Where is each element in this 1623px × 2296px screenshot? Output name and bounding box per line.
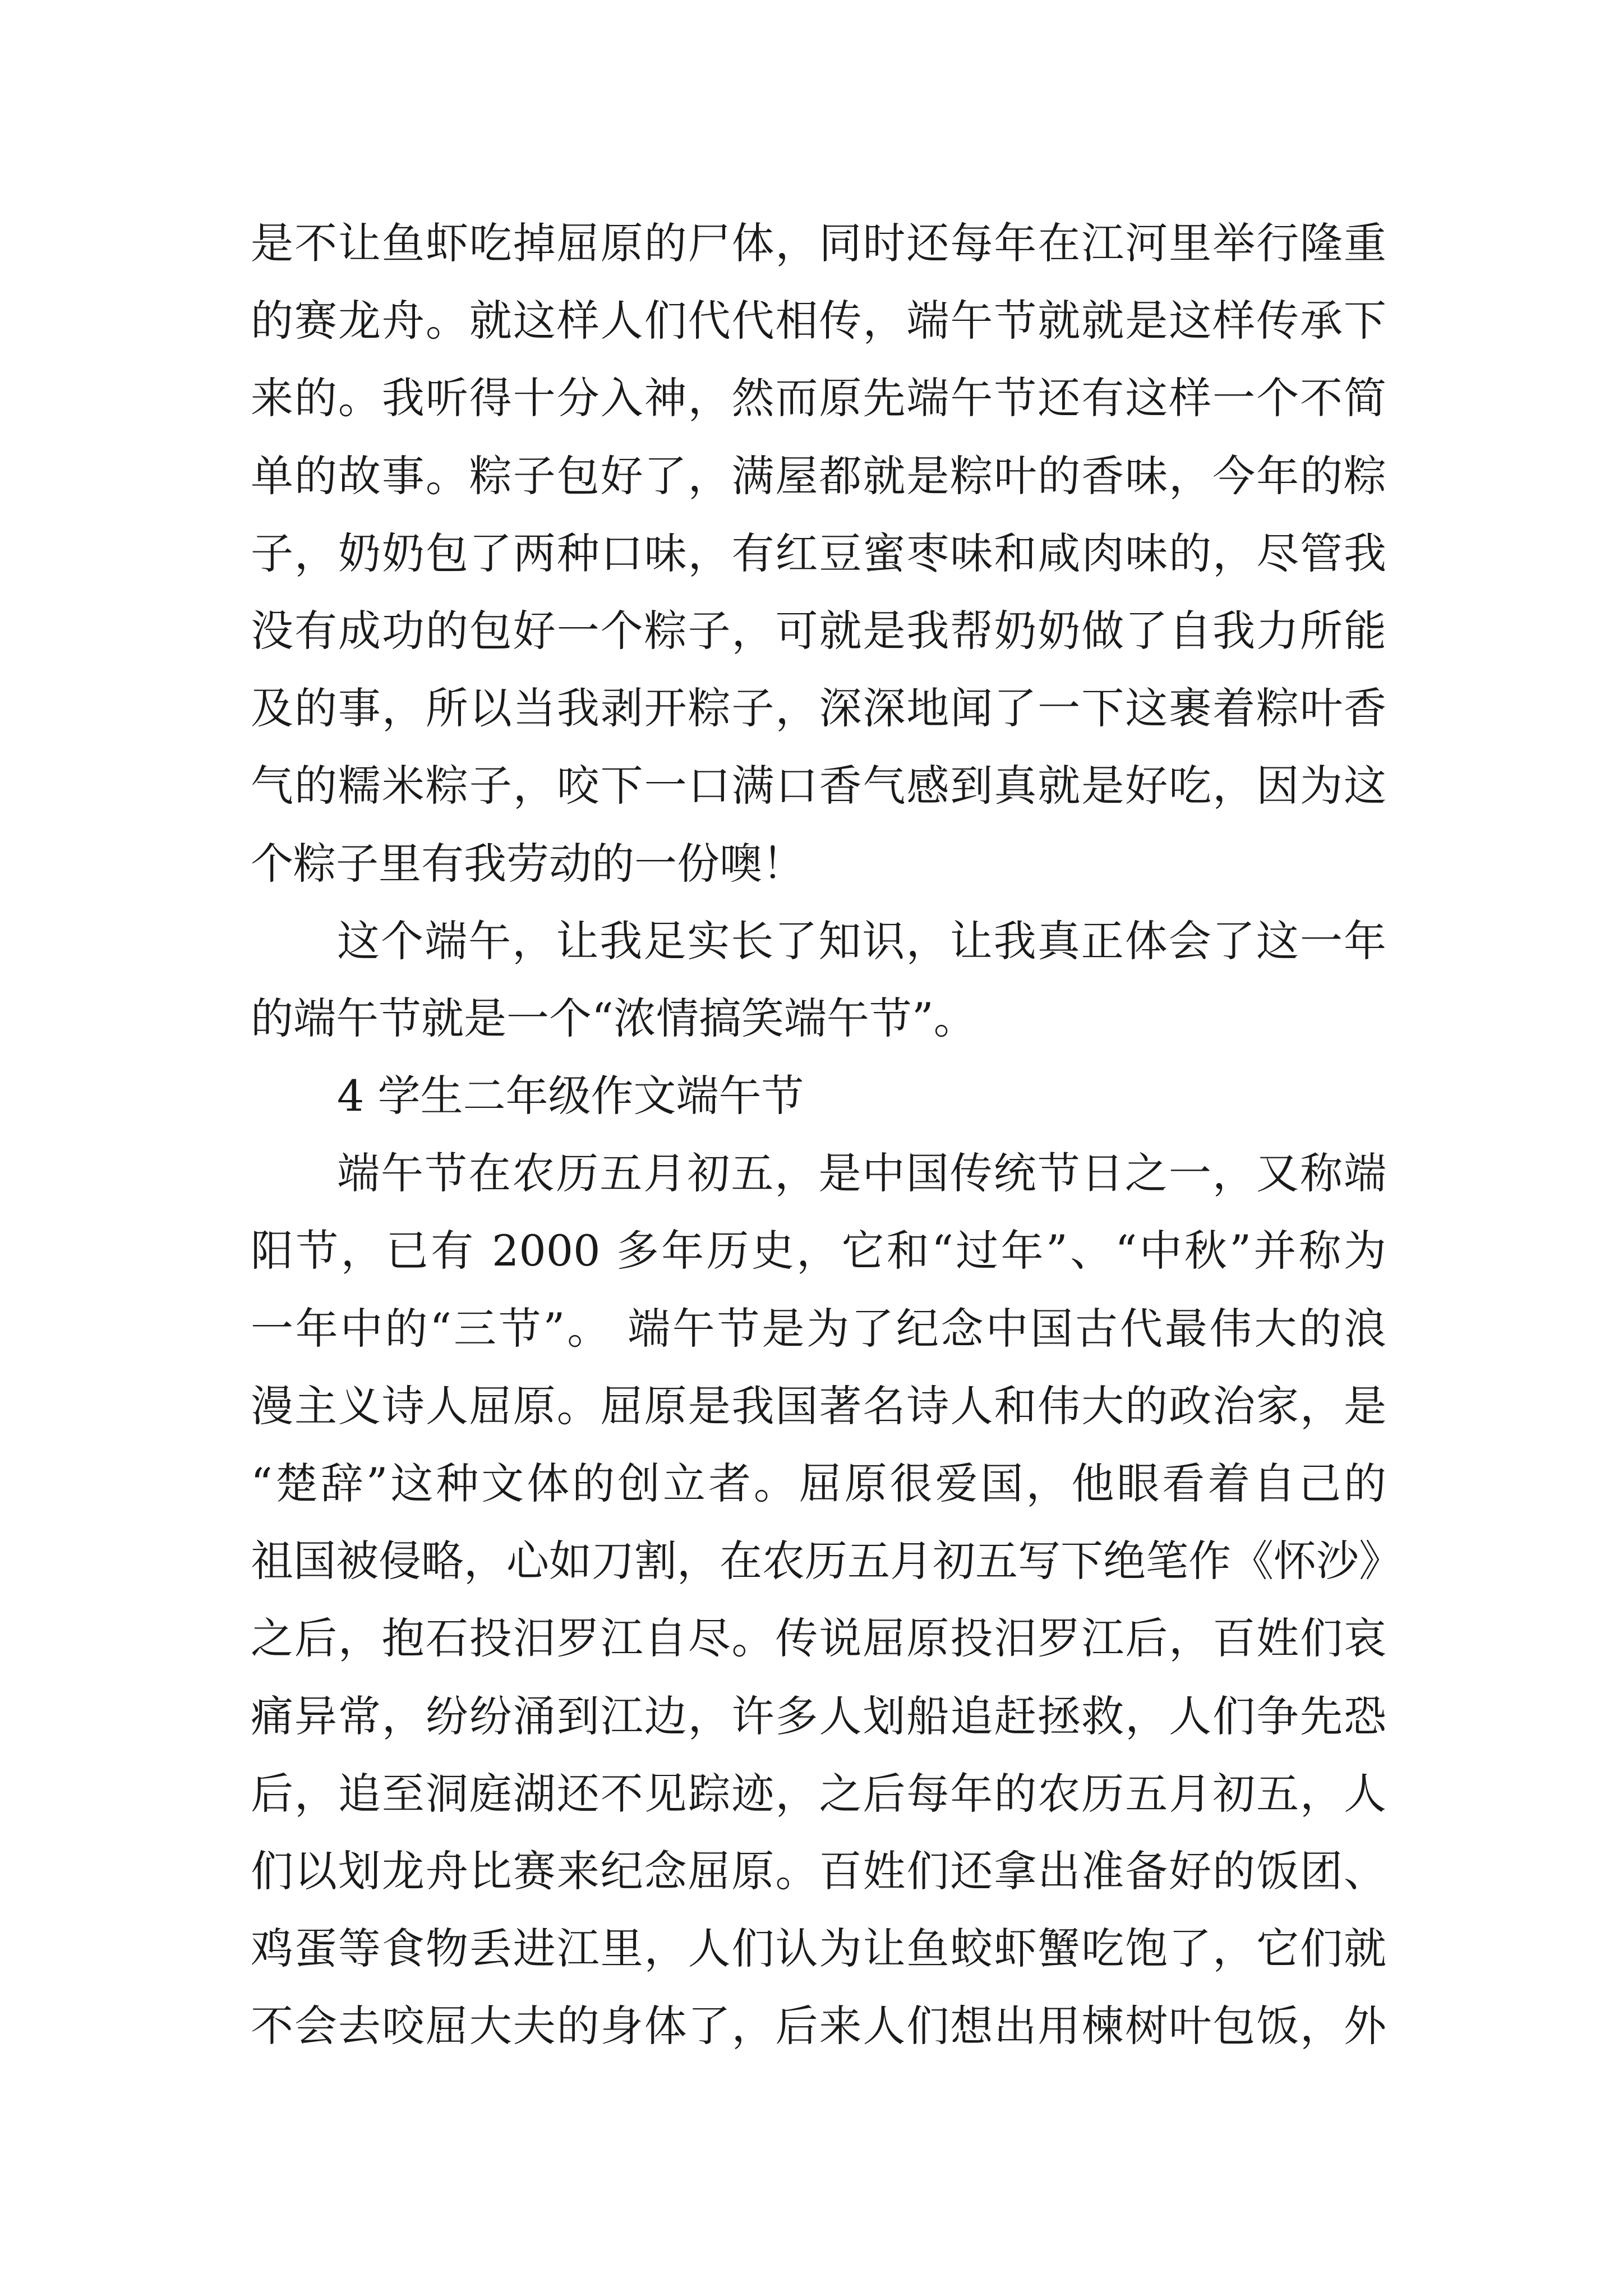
- text-line: 没有成功的包好一个粽子，可就是我帮奶奶做了自我力所能: [251, 605, 1386, 656]
- text-line: 鸡蛋等食物丢进江里，人们认为让鱼蛟虾蟹吃饱了，它们就: [251, 1924, 1386, 1974]
- paragraph-first-line: 端午节在农历五月初五，是中国传统节日之一，又称端: [337, 1148, 1386, 1199]
- text-line: 及的事，所以当我剥开粽子，深深地闻了一下这裹着粽叶香: [251, 683, 1386, 734]
- text-line: 阳节，已有 2000 多年历史，它和“过年”、“中秋”并称为: [251, 1226, 1386, 1276]
- text-line: 们以划龙舟比赛来纪念屈原。百姓们还拿出准备好的饭团、: [251, 1846, 1386, 1896]
- text-line: 是不让鱼虾吃掉屈原的尸体，同时还每年在江河里举行隆重: [251, 218, 1386, 268]
- text-line: “楚辞”这种文体的创立者。屈原很爱国，他眼看着自己的: [251, 1458, 1386, 1508]
- text-line: 不会去咬屈大夫的身体了，后来人们想出用楝树叶包饭，外: [251, 2001, 1386, 2051]
- section-heading: 4 学生二年级作文端午节: [337, 1071, 804, 1121]
- text-line: 的端午节就是一个“浓情搞笑端午节”。: [251, 993, 976, 1043]
- text-line: 单的故事。粽子包好了，满屋都就是粽叶的香味，今年的粽: [251, 450, 1386, 501]
- text-line: 漫主义诗人屈原。屈原是我国著名诗人和伟大的政治家，是: [251, 1381, 1386, 1431]
- text-line: 子，奶奶包了两种口味，有红豆蜜枣味和咸肉味的，尽管我: [251, 528, 1386, 578]
- paragraph-first-line: 这个端午，让我足实长了知识，让我真正体会了这一年: [337, 915, 1386, 966]
- text-line: 来的。我听得十分入神，然而原先端午节还有这样一个不简: [251, 373, 1386, 424]
- text-line: 一年中的“三节”。 端午节是为了纪念中国古代最伟大的浪: [251, 1303, 1386, 1354]
- text-line: 后，追至洞庭湖还不见踪迹，之后每年的农历五月初五，人: [251, 1768, 1386, 1819]
- text-line: 的赛龙舟。就这样人们代代相传，端午节就就是这样传承下: [251, 296, 1386, 346]
- text-line: 个粽子里有我劳动的一份噢！: [251, 838, 805, 889]
- text-line: 之后，抱石投汨罗江自尽。传说屈原投汨罗江后，百姓们哀: [251, 1613, 1386, 1664]
- text-line: 气的糯米粽子，咬下一口满口香气感到真就是好吃，因为这: [251, 761, 1386, 811]
- body-text: [251, 205, 1401, 2065]
- text-line: 痛异常，纷纷涌到江边，许多人划船追赶拯救，人们争先恐: [251, 1691, 1386, 1741]
- text-line: 祖国被侵略，心如刀割，在农历五月初五写下绝笔作《怀沙》: [251, 1536, 1401, 1586]
